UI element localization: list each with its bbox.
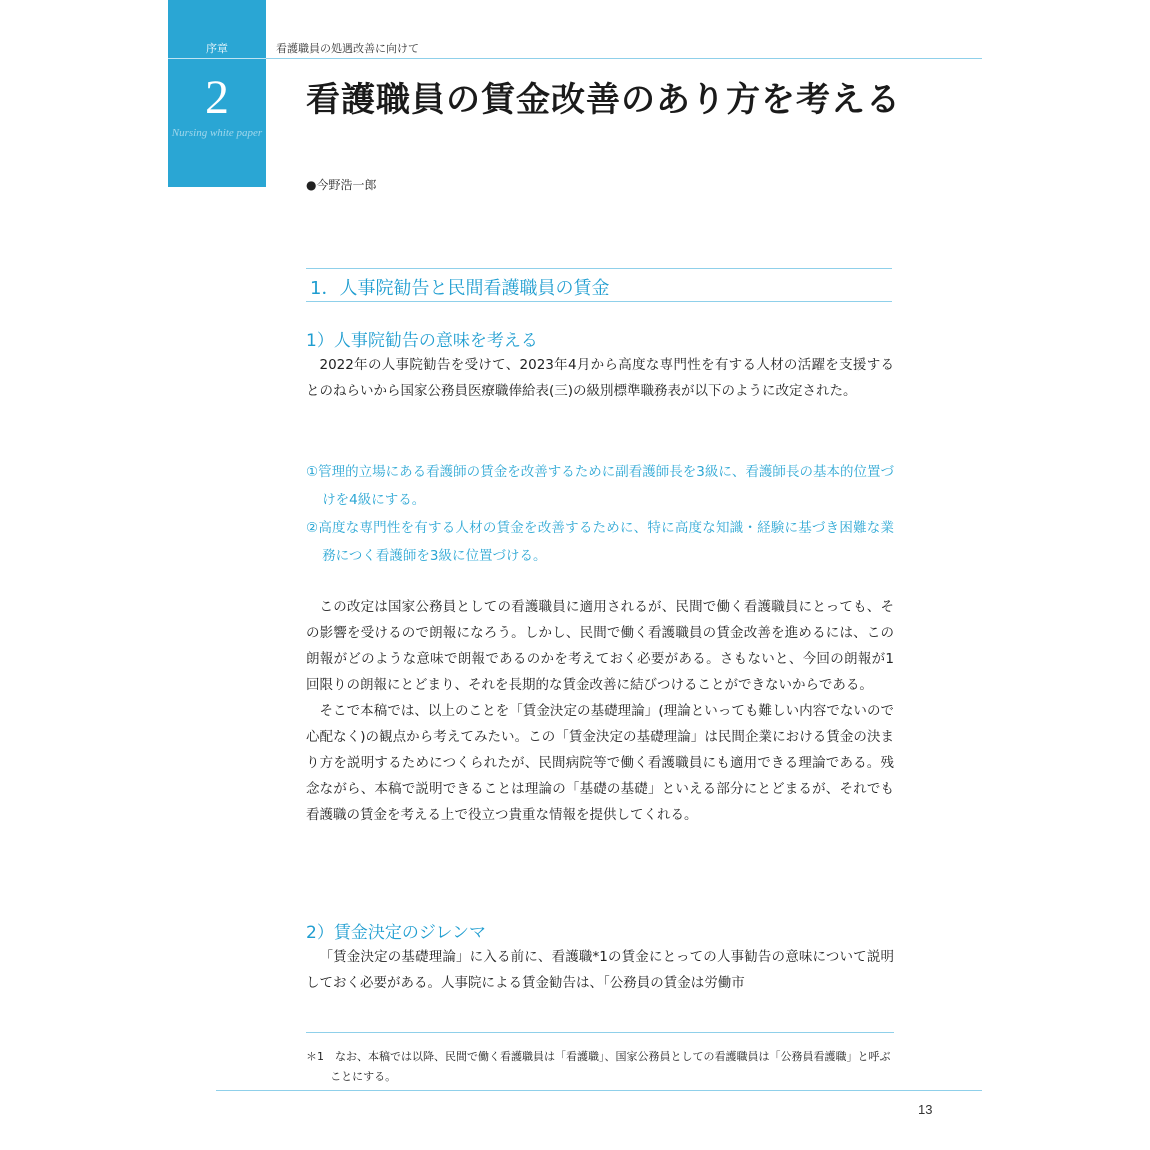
footnote-rule bbox=[306, 1032, 894, 1033]
chapter-watermark: Nursing white paper bbox=[171, 127, 263, 139]
paragraph-text: 「賃金決定の基礎理論」に入る前に、看護職*1の賃金にとっての人事勧告の意味について説明しておく必要がある。人事院による賃金勧告は、「公務員の賃金は労働市 bbox=[306, 949, 894, 991]
section-heading: 1．人事院勧告と民間看護職員の賃金 bbox=[310, 278, 610, 299]
page-title: 看護職員の賃金改善のあり方を考える bbox=[306, 80, 901, 120]
page-number: 13 bbox=[918, 1102, 933, 1117]
tab-divider bbox=[168, 58, 266, 59]
paragraph-text: そこで本稿では、以上のことを「賃金決定の基礎理論」(理論といっても難しい内容でないので心配なく)の観点から考えてみたい。この「賃金決定の基礎理論」は民間企業における賃金の決まり方を説明するためにつくられたが、民間病院等で働く看護職員にも適用できる理論である。残念ながら、本稿で説明できることは理論の「基礎の基礎」といえる部分にとどまるが、それでも看護職の賃金を考える上で役立つ貴重な情報を提供してくれる。 bbox=[306, 703, 894, 823]
subsection-heading-2: 2）賃金決定のジレンマ bbox=[306, 923, 486, 943]
running-head: 看護職員の処遇改善に向けて bbox=[276, 42, 419, 55]
revision-list bbox=[306, 458, 894, 570]
paragraph-3 bbox=[306, 944, 894, 996]
author-byline: ●今野浩一郎 bbox=[306, 178, 377, 192]
chapter-number: 2 bbox=[205, 71, 229, 124]
list-item: ①管理的立場にある看護師の賃金を改善するために副看護師長を3級に、看護師長の基本的位置づけを4級にする。 bbox=[306, 464, 894, 508]
subsection-heading-1: 1）人事院勧告の意味を考える bbox=[306, 331, 538, 351]
paragraph-text: 2022年の人事院勧告を受けて、2023年4月から高度な専門性を有する人材の活躍を支援するとのねらいから国家公務員医療職俸給表(三)の級別標準職務表が以下のように改定された。 bbox=[306, 357, 894, 399]
paragraph-2 bbox=[306, 594, 894, 828]
list-item: ②高度な専門性を有する人材の賃金を改善するために、特に高度な知識・経験に基づき困難な業務につく看護師を3級に位置づける。 bbox=[306, 520, 894, 564]
footer-rule bbox=[216, 1090, 982, 1091]
chapter-label: 序章 bbox=[206, 42, 228, 55]
footnote bbox=[306, 1036, 894, 1098]
paragraph-1 bbox=[306, 352, 894, 404]
header-rule bbox=[266, 58, 982, 59]
paragraph-text: この改定は国家公務員としての看護職員に適用されるが、民間で働く看護職員にとっても、その影響を受けるので朗報になろう。しかし、民間で働く看護職員の賃金改善を進めるには、この朗報がどのような意味で朗報であるのかを考えておく必要がある。さもないと、今回の朗報が1回限りの朗報にとどまり、それを長期的な賃金改善に結びつけることができないからである。 bbox=[306, 599, 894, 693]
footnote-text: ＊1 なお、本稿では以降、民間で働く看護職員は「看護職」、国家公務員としての看護職員は「公務員看護職」と呼ぶことにする。 bbox=[306, 1050, 891, 1083]
